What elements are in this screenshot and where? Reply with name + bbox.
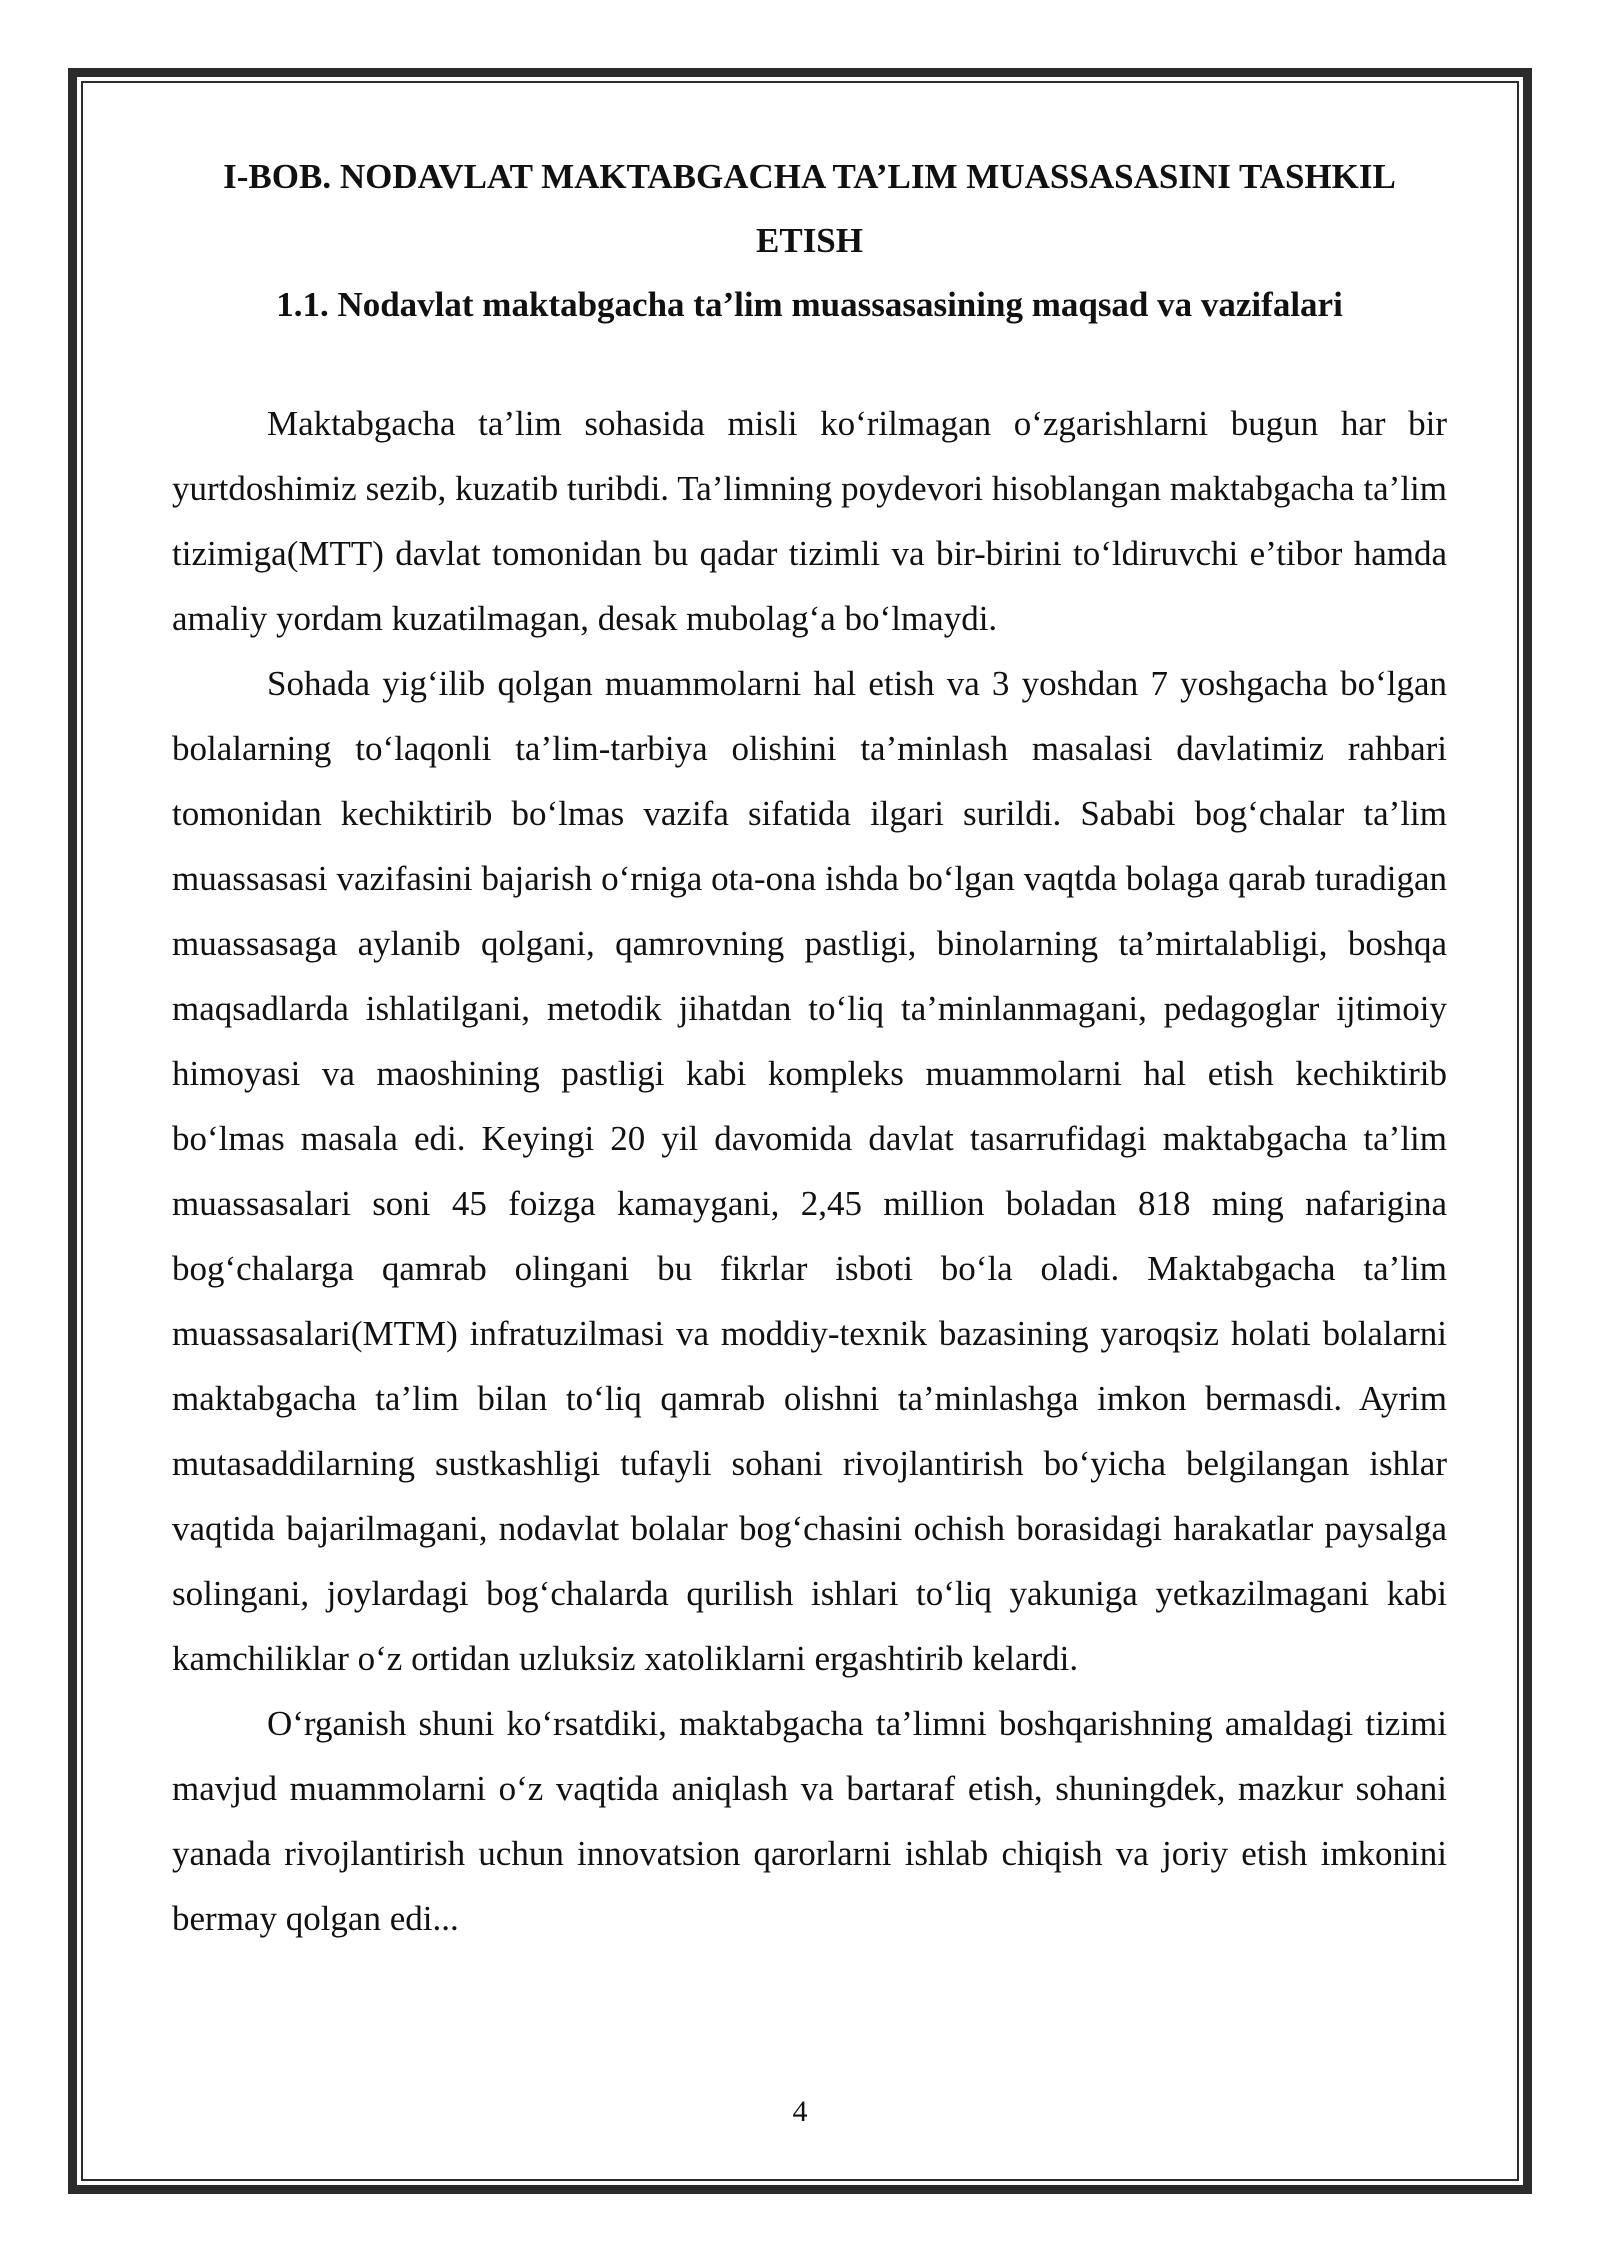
- page-content: [172, 145, 1447, 1951]
- chapter-title: I-BOB. NODAVLAT MAKTABGACHA TA’LIM MUASSASASINI TASHKIL ETISH: [223, 157, 1396, 260]
- page-number: 4: [792, 2095, 808, 2128]
- paragraph-2: Sohada yig‘ilib qolgan muammolarni hal etish va 3 yoshdan 7 yoshgacha bo‘lgan bolalarning to‘laqonli ta’lim-tarbiya olishini ta’minlash masalasi davlatimiz rahbari tomonidan kechiktirib bo‘lmas vazifa sifatida ilgari surildi. Sababi bog‘chalar ta’lim muassasasi vazifasini bajarish o‘rniga ota-ona ishda bo‘lgan vaqtda bolaga qarab turadigan muassasaga aylanib qolgani, qamrovning pastligi, binolarning ta’mirtalabligi, boshqa maqsadlarda ishlatilgani, metodik jihatdan to‘liq ta’minlanmagani, pedagoglar ijtimoiy himoyasi va maoshining pastligi kabi kompleks muammolarni hal etish kechiktirib bo‘lmas masala edi. Keyingi 20 yil davomida davlat tasarrufidagi maktabgacha ta’lim muassasalari soni 45 foizga kamaygani, 2,45 million boladan 818 ming nafarigina bog‘chalarga qamrab olingani bu fikrlar isboti bo‘la oladi. Maktabgacha ta’lim muassasalari(MTM) infratuzilmasi va moddiy-texnik bazasining yaroqsiz holati bolalarni maktabgacha ta’lim bilan to‘liq qamrab olishni ta’minlashga imkon bermasdi. Ayrim mutasaddilarning sustkashligi tufayli sohani rivojlantirish bo‘yicha belgilangan ishlar vaqtida bajarilmagani, nodavlat bolalar bog‘chasini ochish borasidagi harakatlar paysalga solingani, joylardagi bog‘chalarda qurilish ishlari to‘liq yakuniga yetkazilmagani kabi kamchiliklar o‘z ortidan uzluksiz xatoliklarni ergashtirib kelardi.: [172, 664, 1447, 1678]
- paragraph-1: Maktabgacha ta’lim sohasida misli ko‘rilmagan o‘zgarishlarni bugun har bir yurtdoshimiz sezib, kuzatib turibdi. Ta’limning poydevori hisoblangan maktabgacha ta’lim tizimiga(MTT) davlat tomonidan bu qadar tizimli va bir-birini to‘ldiruvchi e’tibor hamda amaliy yordam kuzatilmagan, desak mubolag‘a bo‘lmaydi.: [172, 404, 1447, 638]
- paragraph-3: O‘rganish shuni ko‘rsatdiki, maktabgacha ta’limni boshqarishning amaldagi tizimi mavjud muammolarni o‘z vaqtida aniqlash va bartaraf etish, shuningdek, mazkur sohani yanada rivojlantirish uchun innovatsion qarorlarni ishlab chiqish va joriy etish imkonini bermay qolgan edi...: [172, 1704, 1447, 1938]
- section-title: 1.1. Nodavlat maktabgacha ta’lim muassasasining maqsad va vazifalari: [276, 285, 1343, 324]
